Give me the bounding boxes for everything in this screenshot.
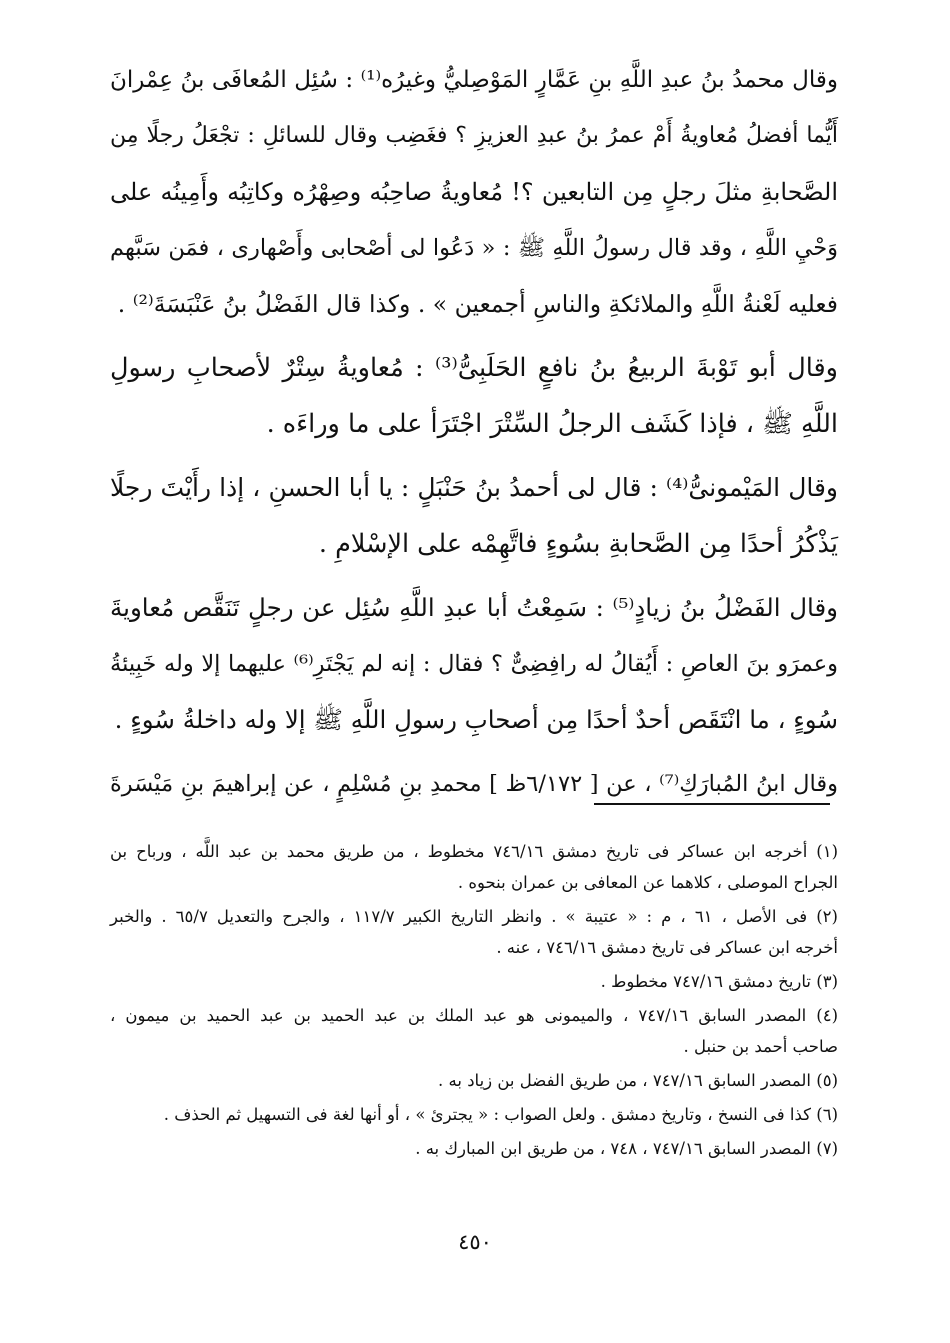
footnote-separator	[594, 803, 830, 805]
footnote	[110, 1133, 838, 1164]
footnote-line: (٢) فى الأصل ، ٦١ ، م : « عتيبة » . وانظر التاريخ الكبير ١١٧/٧ ، والجرح والتعديل ٦٥/٧ . والخبر	[110, 907, 838, 926]
footnote	[110, 1000, 838, 1062]
text-line: وقال المَيْمونىُّ⁽⁴⁾ : قال لى أحمدُ بنُ حَنْبَلٍ : يا أبا الحسنِ ، إذا رأَيْتَ رجلًا	[110, 473, 839, 502]
paragraph	[110, 340, 838, 452]
text-line: اللَّهِ ﷺ ، فإذا كَشَف الرجلُ السِّتْرَ اجْتَرَأ على ما وراءَه .	[266, 409, 838, 439]
text-line: يَذْكُرُ أحدًا مِن الصَّحابةِ بسُوءٍ فاتَّهِمْه على الإسْلامِ .	[318, 529, 838, 559]
footnotes	[110, 836, 838, 1167]
footnote	[110, 966, 838, 997]
text-line: وَحْيِ اللَّهِ ، وقد قال رسولُ اللَّهِ ﷺ : « دَعُوا لى أصْحابى وأَصْهارى ، فمَن سَبَّهم	[110, 235, 838, 261]
footnote-line: (١) أخرجه ابن عساكر فى تاريخ دمشق ٧٤٦/١٦ مخطوط ، من طريق محمد بن عبد اللَّه ، ورباح بن	[110, 842, 838, 861]
text-line: وقال ابنُ المُبارَكِ⁽⁷⁾ ، عن [ ٦/١٧٢ظ ] محمدِ بنِ مُسْلِمٍ ، عن إبراهيمَ بنِ مَيْسَرةَ	[110, 771, 839, 797]
paragraph	[110, 52, 838, 332]
footnote-line: (٧) المصدر السابق ٧٤٧/١٦ ، ٧٤٨ ، من طريق ابن المبارك به .	[415, 1139, 838, 1158]
footnote	[110, 1065, 838, 1096]
footnote-line: أخرجه ابن عساكر فى تاريخ دمشق ٧٤٦/١٦ ، عنه .	[496, 938, 838, 957]
footnote-line: (٦) كذا فى النسخ ، وتاريخ دمشق . ولعل الصواب : « يجترئ » ، أو أنها لغة فى التسهيل ثم الحذف .	[163, 1105, 838, 1124]
text-line: وقال أبو تَوْبةَ الربيعُ بنُ نافعٍ الحَلَبِىُّ⁽³⁾ : مُعاويةُ سِتْرٌ لأصحابِ رسولِ	[110, 353, 838, 383]
paragraph	[110, 580, 838, 748]
footnote	[110, 901, 838, 963]
footnote	[110, 836, 838, 898]
footnote-line: صاحب أحمد بن حنبل .	[683, 1037, 838, 1056]
footnote-line: (٣) تاريخ دمشق ٧٤٧/١٦ مخطوط .	[600, 972, 838, 991]
footnote-line: (٥) المصدر السابق ٧٤٧/١٦ ، من طريق الفضل بن زياد به .	[438, 1071, 838, 1090]
footnote-line: الجراح الموصلى ، كلاهما عن المعافى بن عمران بنحوه .	[457, 873, 838, 892]
footnote	[110, 1099, 838, 1130]
text-line: وقال محمدُ بنُ عبدِ اللَّهِ بنِ عَمَّارٍ المَوْصِليُّ وغيرُه⁽¹⁾ : سُئِل المُعافَى بنُ عِمْرانَ	[110, 67, 838, 93]
text-line: وعمرَو بنَ العاصِ : أَيُقالُ له رافِضِىٌّ ؟ فقال : إنه لم يَجْتَرِ⁽⁶⁾ عليهما إلا وله خَبِيئةُ	[110, 651, 838, 677]
footnote-line: (٤) المصدر السابق ٧٤٧/١٦ ، والميمونى هو عبد الملك بن عبد الحميد بن عبد الحميد بن ميمون ،	[110, 1006, 838, 1025]
paragraph	[110, 460, 838, 572]
text-line: أَيُّما أفضلُ مُعاويةُ أَمْ عمرُ بنُ عبدِ العزيزِ ؟ فغَضِب وقال للسائلِ : تجْعَلُ رجلًا مِن	[110, 123, 838, 148]
text-line: سُوءٍ ، ما انْتَقَص أحدٌ أحدًا مِن أصحابِ رسولِ اللَّهِ ﷺ إلا وله داخلةُ سُوءٍ .	[114, 705, 838, 734]
page-number: ٤٥٠	[458, 1230, 492, 1254]
text-line: وقال الفَضْلُ بنُ زيادٍ⁽⁵⁾ : سَمِعْتُ أبا عبدِ اللَّهِ سُئِل عن رجلٍ تَنَقَّص مُعاويةَ	[110, 593, 838, 622]
main-text	[110, 52, 838, 820]
text-line: الصَّحابةِ مثلَ رجلٍ مِن التابعين ؟! مُعاويةُ صاحِبُه وصِهْرُه وكاتِبُه وأَمِينُه على	[110, 178, 838, 206]
text-line: فعليه لَعْنةُ اللَّهِ والملائكةِ والناسِ أجمعين » . وكذا قال الفَضْلُ بنُ عَنْبَسَةَ⁽²⁾ .	[117, 290, 838, 318]
